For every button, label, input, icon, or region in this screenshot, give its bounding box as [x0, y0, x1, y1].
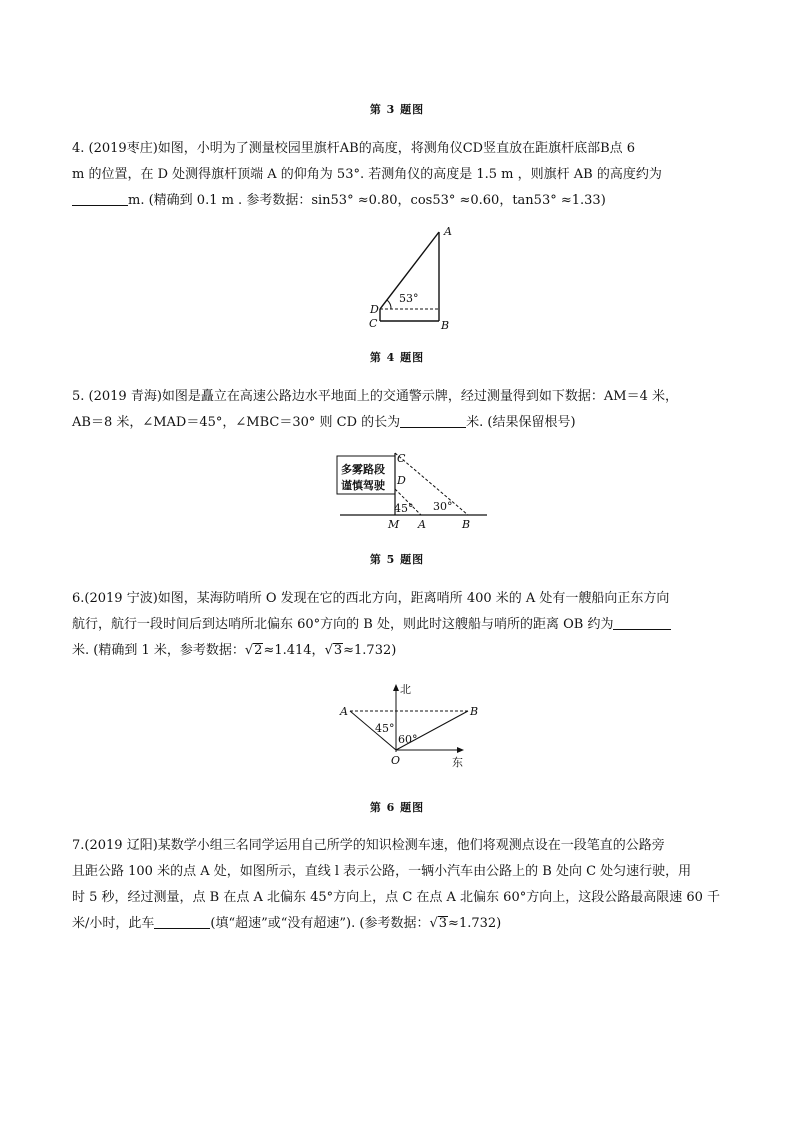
sign-text-line-1: 多雾路段 [341, 463, 385, 476]
problem-6 [72, 586, 724, 664]
label-a: A [444, 225, 452, 238]
problem-4-line-2: m 的位置，在 D 处测得旗杆顶端 A 的仰角为 53°. 若测角仪的高度是 1.5 m ，则旗杆 AB 的高度约为 [72, 167, 662, 182]
figure-5-diagram [335, 450, 495, 532]
north-arrow-icon [393, 684, 399, 691]
north-label: 北 [400, 683, 411, 696]
angle-label: 53° [399, 292, 419, 305]
angle-arc [387, 300, 391, 309]
problem-6-line-1: 6.(2019 宁波)如图，某海防哨所 O 发现在它的西北方向，距离哨所 400 米的 A 处有一艘船向正东方向 [72, 591, 670, 606]
angle-45-label: 45° [394, 502, 414, 515]
answer-blank[interactable] [154, 914, 210, 929]
figure-4-diagram [360, 222, 470, 334]
east-label: 东 [452, 756, 463, 769]
problem-5-line-1: 5. (2019 青海)如图是矗立在高速公路边水平地面上的交通警示牌，经过测量得到如下数据：AM＝4 米， [72, 389, 678, 404]
figure-5-caption: 第 5 题图 [369, 553, 425, 566]
angle-30-label: 30° [433, 500, 453, 513]
problem-6-line-3: 米. (精确到 1 米，参考数据：√2≈1.414，√3≈1.732) [72, 643, 397, 658]
figure-3-caption: 第 3 题图 [369, 103, 425, 116]
label-d: D [370, 303, 379, 316]
answer-blank[interactable] [400, 413, 466, 428]
label-c: C [397, 452, 406, 465]
label-a: A [340, 705, 348, 718]
label-b: B [462, 518, 471, 531]
figure-6-diagram [335, 682, 479, 772]
label-a: A [418, 518, 426, 531]
problem-4-line-3: m. (精确到 0.1 m . 参考数据：sin53° ≈0.80，cos53° ≈0.60，tan53° ≈1.33) [72, 188, 724, 214]
problem-7 [72, 833, 724, 937]
label-d: D [397, 474, 406, 487]
label-c: C [369, 317, 378, 330]
answer-blank[interactable] [613, 615, 671, 630]
figure-4-caption: 第 4 题图 [369, 351, 425, 364]
sign-text-line-2: 谨慎驾驶 [341, 479, 385, 492]
problem-5-line-2: AB＝8 米，∠MAD＝45°，∠MBC＝30° 则 CD 的长为 米. (结果保留根号) [72, 415, 576, 430]
problem-4-line-1: 4. (2019枣庄)如图，小明为了测量校园里旗杆AB的高度，将测角仪CD竖直放在距旗杆底部B点 6 [72, 141, 636, 156]
angle-45-label: 45° [375, 722, 395, 735]
label-b: B [470, 705, 479, 718]
problem-7-line-4: 米/小时，此车 (填“超速”或“没有超速”). (参考数据：√3≈1.732) [72, 916, 502, 931]
problem-7-line-2: 且距公路 100 米的点 A 处，如图所示，直线 l 表示公路，一辆小汽车由公路上的 B 处向 C 处匀速行驶，用 [72, 864, 692, 879]
angle-60-label: 60° [398, 733, 418, 746]
answer-blank[interactable] [72, 191, 128, 206]
label-b: B [441, 319, 450, 332]
east-arrow-icon [457, 747, 464, 753]
problem-6-line-2: 航行，航行一段时间后到达哨所北偏东 60°方向的 B 处，则此时这艘船与哨所的距离 OB 约为 [72, 612, 724, 638]
problem-7-line-3: 时 5 秒，经过测量，点 B 在点 A 北偏东 45°方向上，点 C 在点 A 北偏东 60°方向上，这段公路最高限速 60 千 [72, 890, 721, 905]
problem-5 [72, 384, 724, 436]
label-o: O [391, 754, 401, 767]
figure-6-caption: 第 6 题图 [369, 801, 425, 814]
problem-7-line-1: 7.(2019 辽阳)某数学小组三名同学运用自己所学的知识检测车速，他们将观测点设在一段笔直的公路旁 [72, 838, 665, 853]
label-m: M [388, 518, 400, 531]
problem-4 [72, 136, 724, 214]
